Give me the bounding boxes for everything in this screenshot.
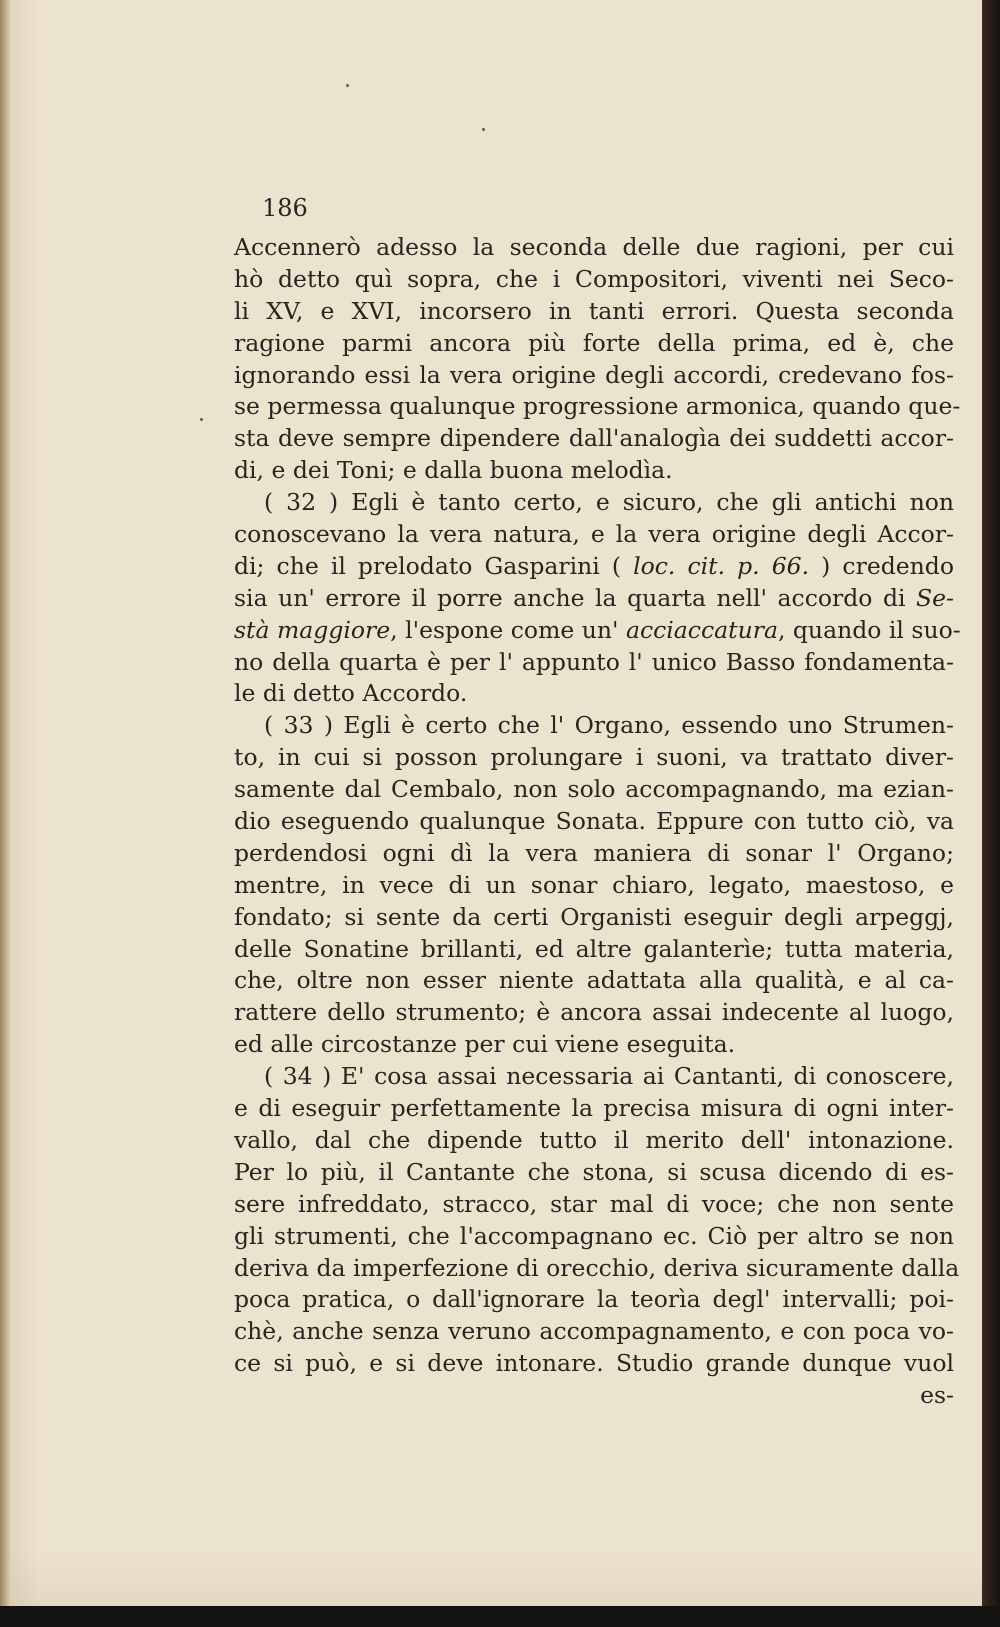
text-line [234, 487, 954, 519]
scan-border [0, 1606, 1000, 1627]
text-run: sere infreddato, stracco, star mal di voce; che non sente [234, 1189, 954, 1218]
text-run: sia un' errore il porre anche la quarta nell' accordo di [234, 583, 917, 612]
text-line [234, 551, 954, 583]
text-line [234, 360, 954, 392]
text-line [234, 1221, 954, 1253]
text-line [234, 710, 954, 742]
text-line [234, 806, 954, 838]
text-run: ce si può, e si deve intonare. Studio grande dunque vuol [234, 1349, 954, 1378]
text-line [234, 232, 954, 264]
text-line [234, 647, 954, 679]
text-run: sta deve sempre dipendere dall'analogìa dei suddetti accor- [234, 424, 954, 453]
text-line [234, 519, 954, 551]
page-number: 186 [262, 194, 308, 222]
text-run: Per lo più, il Cantante che stona, si scusa dicendo di es- [234, 1157, 954, 1186]
text-line [234, 296, 954, 328]
body-text [234, 232, 961, 1412]
italic-text: acciaccatura [625, 615, 778, 644]
text-run: di; che il prelodato Gasparini ( [234, 551, 634, 580]
text-run: fondato; si sente da certi Organisti eseguir degli arpeggj, [234, 902, 954, 931]
text-line [234, 264, 954, 296]
ink-speck [200, 418, 203, 421]
text-run: ( 34 ) E' cosa assai necessaria ai Cantanti, di conoscere, [264, 1062, 954, 1091]
text-line [234, 328, 954, 360]
text-line [234, 1380, 954, 1412]
text-line [234, 678, 954, 710]
text-run: dio eseguendo qualunque Sonata. Eppure con tutto ciò, va [234, 807, 954, 836]
text-run: , quando il suo- [777, 615, 961, 644]
text-line [234, 870, 954, 902]
italic-text: Se- [916, 583, 954, 612]
text-run: poca pratica, o dall'ignorare la teorìa degl' intervalli; poi- [234, 1285, 954, 1314]
text-run: ( 33 ) Egli è certo che l' Organo, essendo uno Strumen- [264, 711, 954, 740]
text-run: deriva da imperfezione di orecchio, deriva sicuramente dalla [234, 1253, 960, 1282]
text-run: es- [920, 1381, 954, 1410]
text-run: ) credendo [809, 551, 955, 580]
text-line [234, 615, 961, 647]
text-run: mentre, in vece di un sonar chiaro, legato, maestoso, e [234, 870, 954, 899]
text-run: le di detto Accordo. [234, 679, 468, 708]
text-run: perdendosi ogni dì la vera maniera di sonar l' Organo; [234, 838, 954, 867]
text-run: chè, anche senza veruno accompagnamento, e con poca vo- [234, 1317, 954, 1346]
text-line [234, 1157, 954, 1189]
text-line [234, 838, 954, 870]
text-run: gli strumenti, che l'accompagnano ec. Ciò per altro se non [234, 1221, 954, 1250]
text-line [234, 391, 961, 423]
italic-text: stà maggiore [234, 615, 391, 644]
text-run: conoscevano la vera natura, e la vera origine degli Accor- [234, 520, 954, 549]
text-run: , l'espone come un' [390, 615, 626, 644]
text-line [234, 1284, 954, 1316]
text-run: ( 32 ) Egli è tanto certo, e sicuro, che gli antichi non [264, 488, 954, 517]
text-line [234, 1093, 954, 1125]
text-run: vallo, dal che dipende tutto il merito dell' intonazione. [234, 1125, 954, 1154]
text-run: no della quarta è per l' appunto l' unico Basso fondamenta- [234, 647, 954, 676]
text-run: Accennerò adesso la seconda delle due ragioni, per cui [234, 233, 954, 261]
text-line [234, 1189, 954, 1221]
text-run: rattere dello strumento; è ancora assai indecente al luogo, [234, 998, 954, 1027]
text-run: ragione parmi ancora più forte della prima, ed è, che [234, 328, 954, 357]
text-line [234, 965, 954, 997]
page-gutter [0, 0, 10, 1606]
text-line [234, 1253, 960, 1285]
text-run: hò detto quì sopra, che i Compositori, viventi nei Seco- [234, 264, 954, 293]
text-line [234, 742, 954, 774]
text-line [234, 1061, 954, 1093]
text-line [234, 583, 954, 615]
text-line [234, 902, 954, 934]
text-run: delle Sonatine brillanti, ed altre galanterìe; tutta materia, [234, 934, 954, 963]
text-run: di, e dei Toni; e dalla buona melodìa. [234, 456, 673, 485]
text-line [234, 774, 954, 806]
text-line [234, 997, 954, 1029]
text-line [234, 455, 954, 487]
text-run: se permessa qualunque progressione armonica, quando que- [234, 392, 961, 421]
italic-text: loc. cit. p. 66. [633, 551, 810, 580]
text-line [234, 1348, 954, 1380]
text-line [234, 1316, 954, 1348]
text-line [234, 423, 954, 455]
ink-speck [346, 84, 349, 87]
ink-speck [482, 128, 485, 131]
text-run: to, in cui si posson prolungare i suoni, va trattato diver- [234, 743, 954, 772]
text-line [234, 1125, 954, 1157]
text-run: li XV, e XVI, incorsero in tanti errori. Questa seconda [234, 296, 954, 325]
text-run: ed alle circostanze per cui viene eseguita. [234, 1030, 736, 1059]
text-run: samente dal Cembalo, non solo accompagnando, ma ezian- [234, 775, 954, 804]
text-line [234, 1029, 954, 1061]
text-line [234, 934, 954, 966]
text-run: ignorando essi la vera origine degli accordi, credevano fos- [234, 360, 954, 389]
text-run: e di eseguir perfettamente la precisa misura di ogni inter- [234, 1094, 954, 1123]
book-edge [982, 0, 1000, 1627]
text-run: che, oltre non esser niente adattata alla qualità, e al ca- [234, 966, 954, 995]
